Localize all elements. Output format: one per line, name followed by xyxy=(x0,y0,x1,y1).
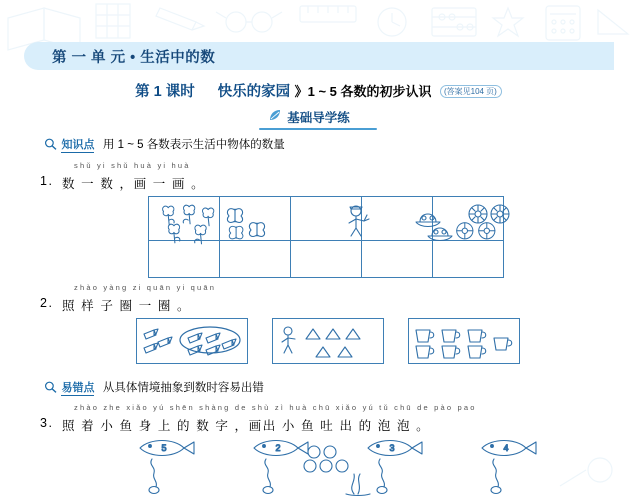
magnifier-icon xyxy=(44,138,57,150)
q1-number: 1. xyxy=(40,174,54,188)
fish-4-number: 4 xyxy=(503,443,509,453)
mistake-point-text: 从具体情境抽象到数时容易出错 xyxy=(102,382,264,394)
q2-text: 照 样 子 圈 一 圈 。 xyxy=(62,299,192,313)
q3-pinyin: zhào zhe xiǎo yú shēn shàng de shù zì huà chū xiǎo yú tǔ chū de pào pao xyxy=(74,403,477,412)
leaf-icon xyxy=(269,109,281,121)
q2-number: 2. xyxy=(40,296,54,310)
mistake-point-tag: 易错点 xyxy=(61,382,95,394)
lesson-name: 快乐的家园 xyxy=(217,84,291,100)
q2-illustrations xyxy=(136,318,520,364)
section-underline xyxy=(259,128,377,130)
section-header xyxy=(0,106,637,129)
magnifier-icon xyxy=(44,381,57,393)
section-pill xyxy=(261,106,376,129)
q1-pinyin: shǔ yi shǔ huà yi huà xyxy=(74,161,191,170)
q1-text: 数 一 数 ，画 一 画 。 xyxy=(62,177,206,191)
answer-reference-note: (答案见104 页) xyxy=(440,85,502,98)
knowledge-point-tag: 知识点 xyxy=(61,139,95,151)
unit-banner-label: 第 一 单 元 • 生活中的数 xyxy=(52,50,216,66)
q2-pinyin: zhào yàng zi quān yi quān xyxy=(74,283,217,292)
knowledge-point-text: 用 1 ~ 5 各数表示生活中物体的数量 xyxy=(102,139,285,151)
fish-1-number: 5 xyxy=(161,443,167,453)
q3-number: 3. xyxy=(40,416,54,430)
fish-2-number: 2 xyxy=(275,443,281,453)
lesson-subtitle: 》1 ~ 5 各数的初步认识 xyxy=(294,84,432,99)
lesson-title xyxy=(0,80,637,101)
q3-text: 照 着 小 鱼 身 上 的 数 字 ，画出 小 鱼 吐 出 的 泡 泡 。 xyxy=(62,419,431,433)
lesson-number: 第 1 课时 xyxy=(135,84,195,100)
fish-3-number: 3 xyxy=(389,443,395,453)
knowledge-point-line xyxy=(44,135,285,153)
section-pill-label: 基础导学练 xyxy=(287,111,350,125)
mistake-point-line xyxy=(44,378,264,396)
q1-table-illustrations xyxy=(148,196,504,278)
q3-fish-illustrations xyxy=(130,432,610,496)
